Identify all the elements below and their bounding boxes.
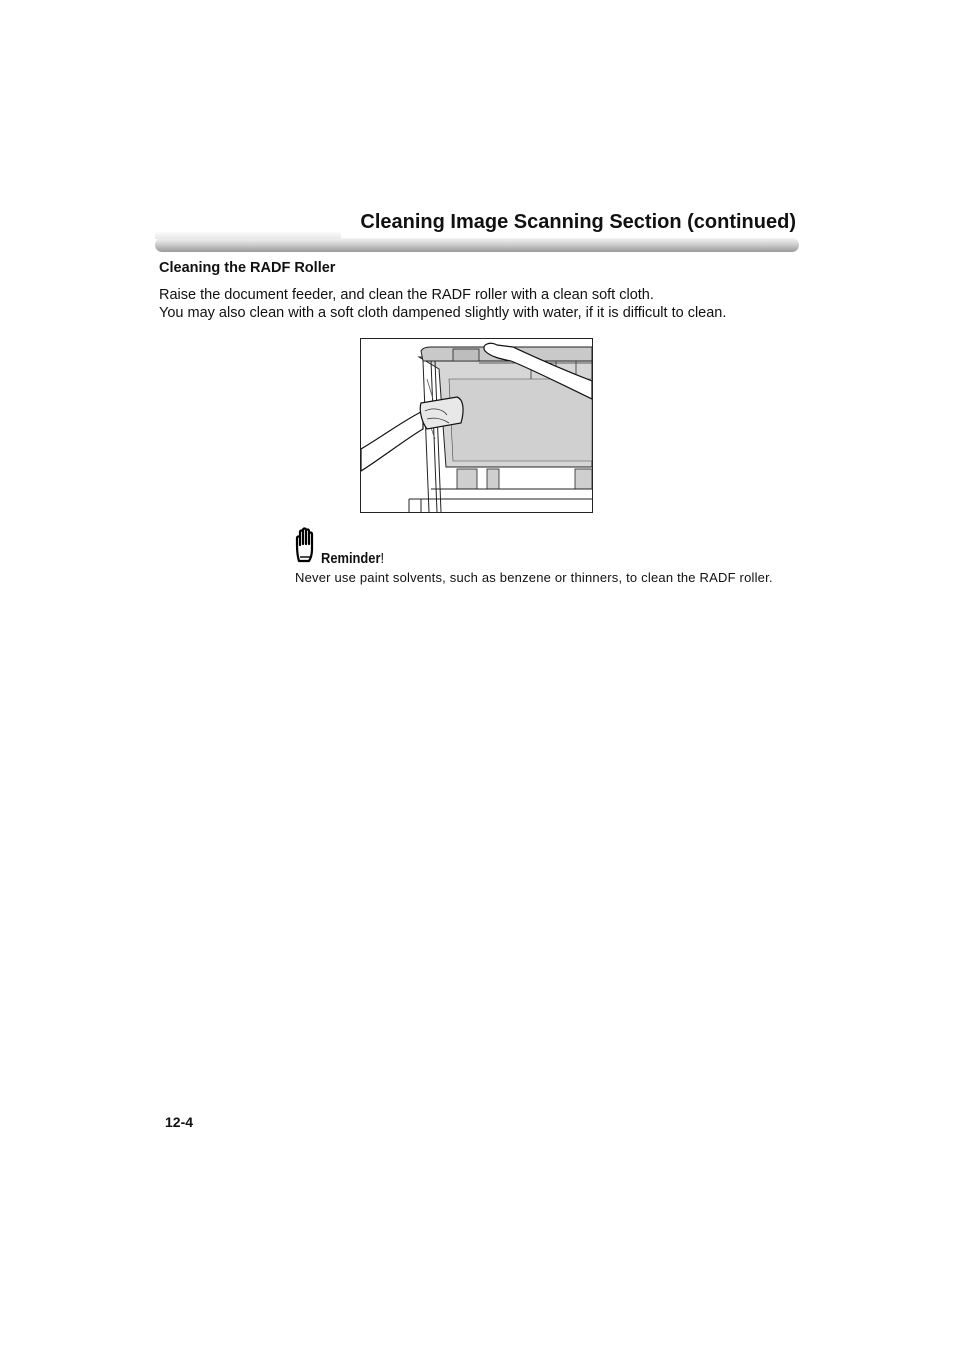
title-underline-bar xyxy=(155,238,799,252)
instruction-line-2: You may also clean with a soft cloth dampened slightly with water, if it is difficult to clean. xyxy=(159,305,727,321)
section-title: Cleaning Image Scanning Section (continued) xyxy=(360,211,796,233)
instruction-line-1: Raise the document feeder, and clean the RADF roller with a clean soft cloth. xyxy=(159,287,654,303)
subsection-title: Cleaning the RADF Roller xyxy=(159,260,336,276)
reminder-label xyxy=(321,550,384,567)
reminder-label-text: Reminder xyxy=(321,550,381,567)
raised-hand-icon xyxy=(295,527,317,570)
page-number: 12-4 xyxy=(165,1114,194,1130)
radf-roller-cleaning-illustration xyxy=(360,338,593,513)
illustration-drawing xyxy=(361,339,592,512)
reminder-text: Never use paint solvents, such as benzene or thinners, to clean the RADF roller. xyxy=(295,570,773,585)
reminder-label-suffix: ! xyxy=(380,550,385,567)
reminder-heading xyxy=(295,530,394,570)
